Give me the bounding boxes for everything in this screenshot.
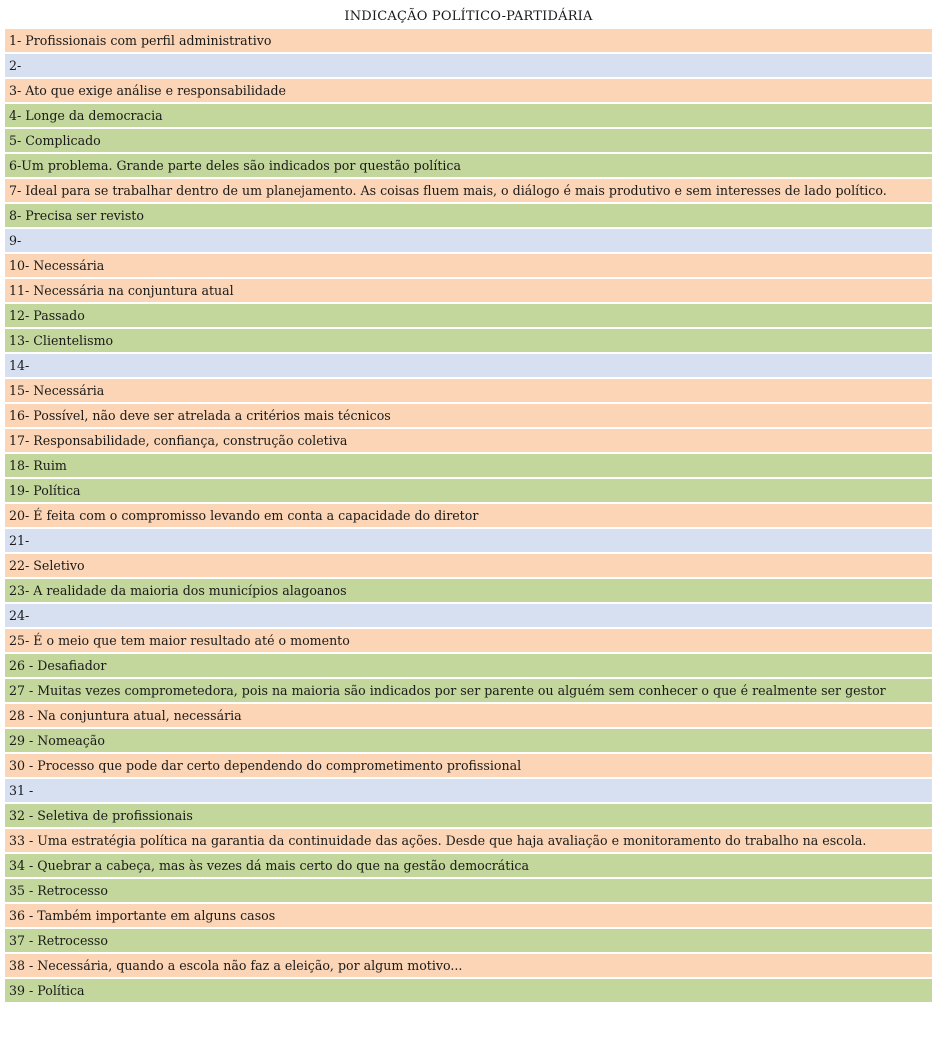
response-row: 9- xyxy=(5,229,932,252)
response-row: 38 - Necessária, quando a escola não faz a eleição, por algum motivo... xyxy=(5,954,932,977)
response-row: 37 - Retrocesso xyxy=(5,929,932,952)
response-row: 30 - Processo que pode dar certo dependendo do comprometimento profissional xyxy=(5,754,932,777)
response-row: 28 - Na conjuntura atual, necessária xyxy=(5,704,932,727)
response-row: 16- Possível, não deve ser atrelada a critérios mais técnicos xyxy=(5,404,932,427)
response-row: 27 - Muitas vezes comprometedora, pois na maioria são indicados por ser parente ou alguém sem conhecer o que é realmente ser gestor xyxy=(5,679,932,702)
response-row: 23- A realidade da maioria dos municípios alagoanos xyxy=(5,579,932,602)
response-row: 21- xyxy=(5,529,932,552)
response-row: 2- xyxy=(5,54,932,77)
response-row: 17- Responsabilidade, confiança, construção coletiva xyxy=(5,429,932,452)
page-title: INDICAÇÃO POLÍTICO-PARTIDÁRIA xyxy=(344,9,593,24)
response-row: 39 - Política xyxy=(5,979,932,1002)
response-row: 14- xyxy=(5,354,932,377)
response-row: 35 - Retrocesso xyxy=(5,879,932,902)
response-row: 29 - Nomeação xyxy=(5,729,932,752)
response-row: 26 - Desafiador xyxy=(5,654,932,677)
response-row: 3- Ato que exige análise e responsabilidade xyxy=(5,79,932,102)
response-row: 20- É feita com o compromisso levando em conta a capacidade do diretor xyxy=(5,504,932,527)
response-row: 13- Clientelismo xyxy=(5,329,932,352)
response-row: 25- É o meio que tem maior resultado até o momento xyxy=(5,629,932,652)
response-row: 5- Complicado xyxy=(5,129,932,152)
response-row: 4- Longe da democracia xyxy=(5,104,932,127)
response-row: 33 - Uma estratégia política na garantia da continuidade das ações. Desde que haja avaliação e monitoramento do trabalho na escola. xyxy=(5,829,932,852)
response-row: 11- Necessária na conjuntura atual xyxy=(5,279,932,302)
response-row: 1- Profissionais com perfil administrativo xyxy=(5,29,932,52)
response-row: 15- Necessária xyxy=(5,379,932,402)
response-row: 7- Ideal para se trabalhar dentro de um planejamento. As coisas fluem mais, o diálogo é mais produtivo e sem interesses de lado político. xyxy=(5,179,932,202)
response-row: 31 - xyxy=(5,779,932,802)
response-row: 12- Passado xyxy=(5,304,932,327)
response-row: 34 - Quebrar a cabeça, mas às vezes dá mais certo do que na gestão democrática xyxy=(5,854,932,877)
response-row: 18- Ruim xyxy=(5,454,932,477)
response-row: 6-Um problema. Grande parte deles são indicados por questão política xyxy=(5,154,932,177)
response-row: 8- Precisa ser revisto xyxy=(5,204,932,227)
response-row: 10- Necessária xyxy=(5,254,932,277)
response-row: 24- xyxy=(5,604,932,627)
response-list xyxy=(5,29,932,1004)
response-row: 32 - Seletiva de profissionais xyxy=(5,804,932,827)
response-row: 19- Política xyxy=(5,479,932,502)
response-row: 22- Seletivo xyxy=(5,554,932,577)
response-row: 36 - Também importante em alguns casos xyxy=(5,904,932,927)
